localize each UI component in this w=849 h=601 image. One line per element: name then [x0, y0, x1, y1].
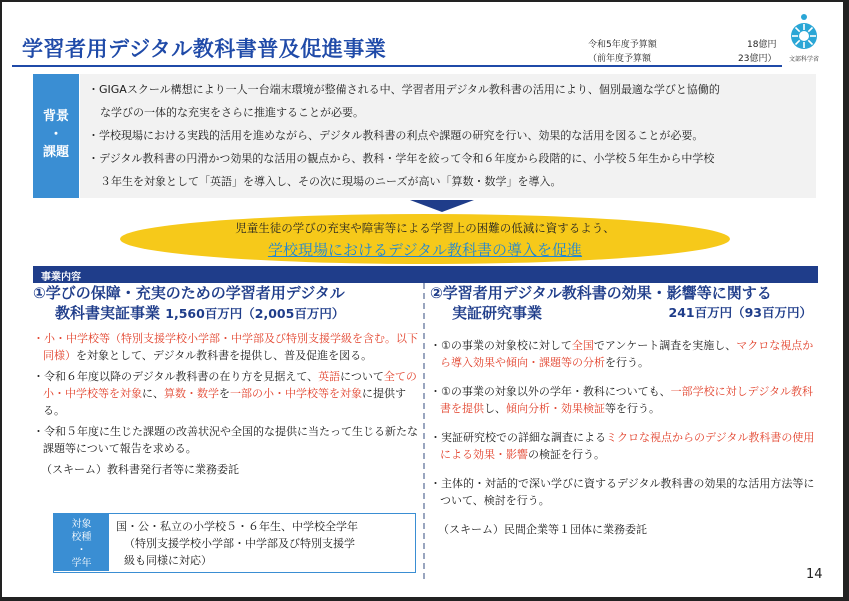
target-box — [53, 513, 416, 573]
background-line: な学びの一体的な充実をさらに推進することが必要。 — [100, 106, 364, 119]
project-2-bullet-4: ・主体的・対話的で深い学びに資するデジタル教科書の効果的な活用方法等について、検討を行う。 — [430, 477, 815, 507]
red-text: 英語 — [318, 370, 341, 383]
project-2-title-line-1: ②学習者用デジタル教科書の効果・影響等に関する — [430, 284, 772, 302]
project-1-title-text: 教科書実証事業 — [55, 304, 161, 322]
background-label-bottom: 課題 — [42, 145, 69, 160]
project-1-body — [33, 330, 423, 457]
budget-value-prev: 23億円） — [738, 54, 777, 64]
text: ・実証研究校での詳細な調査による — [430, 431, 606, 444]
target-line-1: 国・公・私立の小学校５・６年生、中学校全学年 — [116, 520, 358, 533]
text: 等を行う。 — [605, 402, 660, 415]
project-2-scheme: （スキーム）民間企業等１団体に業務委託 — [438, 523, 647, 536]
logo-label: 文部科学省 — [788, 56, 819, 63]
target-text — [116, 518, 410, 569]
target-line-2: （特別支援学校小学部・中学部及び特別支援学 — [124, 537, 355, 550]
text: に提供する。 — [43, 387, 406, 417]
down-arrow-icon — [410, 200, 474, 212]
goal-line-2: 学校現場におけるデジタル教科書の導入を促進 — [267, 241, 583, 259]
project-2-title-line-2 — [430, 303, 818, 323]
background-line: ・デジタル教科書の円滑かつ効果的な活用の観点から、教科・学年を絞って令和６年度から段階的に、小学校５年生から中学校 — [88, 152, 715, 165]
text: に、 — [142, 387, 164, 400]
text: でアンケート調査を実施し、 — [593, 339, 737, 352]
project-2-bullet-3 — [430, 429, 818, 463]
background-line: ３年生を対象として「英語」を導入し、その次に現場のニーズが高い「算数・数学」を導入。 — [100, 175, 562, 188]
ministry-logo — [784, 14, 824, 63]
text: ・令和６年度以降のデジタル教科書の在り方を見据えて、 — [33, 370, 319, 383]
target-label-1: 対象 — [71, 519, 92, 530]
budget-value-current: 18億円 — [747, 40, 777, 50]
project-1-bullet-3: ・令和５年度に生じた課題の改善状況や全国的な提供に当たって生じる新たな課題等について報告を求める。 — [33, 425, 418, 455]
ministry-emblem-icon — [790, 22, 818, 50]
text: し、 — [484, 402, 506, 415]
project-2-column — [430, 283, 818, 579]
target-label — [54, 514, 109, 571]
text: を行う。 — [605, 356, 649, 369]
background-line: ・学校現場における実践的活用を進めながら、デジタル教科書の利点や課題の研究を行い、効果的な活用を図ることが必要。 — [88, 129, 704, 142]
target-label-4: 学年 — [71, 558, 92, 569]
project-2-body — [430, 337, 818, 509]
target-label-3: ・ — [76, 545, 87, 556]
background-label-top: 背景 — [42, 109, 69, 124]
project-2-amount: 241百万円（93百万円） — [668, 305, 812, 320]
budget-label-prev: （前年度予算額 — [588, 54, 652, 64]
background-line: ・GIGAスクール構想により一人一台端末環境が整備される中、学習者用デジタル教科書の活用により、個別最適な学びと協働的 — [88, 83, 720, 96]
title-divider — [12, 65, 782, 67]
section-header-bar: 事業内容 — [33, 266, 818, 283]
text: ・①の事業の対象校に対して — [430, 339, 572, 352]
red-text: 一部学校に対しデジタル教科書を提供 — [440, 385, 813, 415]
project-1-title-line-1: ①学びの保障・充実のための学習者用デジタル — [33, 284, 345, 302]
red-text: 傾向分析・効果検証 — [506, 402, 605, 415]
target-line-3: 級も同様に対応） — [124, 554, 212, 567]
background-label-mid: ・ — [49, 127, 63, 142]
red-text: ミクロな視点からのデジタル教科書の使用による効果・影響 — [440, 431, 815, 461]
page-title: 学習者用デジタル教科書普及促進事業 — [22, 37, 387, 61]
project-2-bullet-1 — [430, 337, 818, 371]
goal-line-1: 児童生徒の学びの充実や障害等による学習上の困難の低減に資するよう、 — [235, 221, 615, 235]
red-text: マクロな視点から導入効果や傾向・課題等の分析 — [440, 339, 814, 369]
project-2-bullet-2 — [430, 383, 818, 417]
red-text: ・小・中学校等（特別支援学校小学部・中学部及び特別支援学級を含む。以下同様） — [33, 332, 418, 362]
budget-label-current: 令和5年度予算額 — [588, 40, 657, 50]
budget-labels — [588, 38, 657, 66]
project-1-title-line-2 — [33, 303, 423, 324]
project-2-title — [430, 283, 818, 323]
logo-dot-icon — [801, 14, 807, 20]
red-text: 全ての小・中学校等を対象 — [43, 370, 417, 400]
text: を — [219, 387, 230, 400]
goal-ellipse — [120, 214, 730, 264]
target-label-2: 校種 — [71, 532, 92, 543]
project-1-bullet-1 — [33, 330, 423, 364]
text: を対象として、デジタル教科書を提供し、普及促進を図る。 — [76, 349, 373, 362]
red-text: 全国 — [571, 339, 594, 352]
project-2-title-text: 実証研究事業 — [452, 304, 543, 322]
background-box — [80, 74, 816, 198]
red-text: 算数・数学 — [164, 387, 219, 400]
background-label — [33, 74, 79, 198]
project-1-title — [33, 283, 423, 324]
project-1-bullet-2 — [33, 368, 423, 419]
page-number: 14 — [806, 567, 823, 582]
budget-values — [738, 38, 776, 66]
text: の検証を行う。 — [528, 448, 605, 461]
text: ・①の事業の対象以外の学年・教科についても、 — [430, 385, 671, 398]
text: について — [340, 370, 384, 383]
project-1-scheme: （スキーム）教科書発行者等に業務委託 — [41, 463, 239, 476]
red-text: 一部の小・中学校等を対象 — [230, 387, 362, 400]
project-1-amount: 1,560百万円（2,005百万円） — [165, 306, 345, 321]
